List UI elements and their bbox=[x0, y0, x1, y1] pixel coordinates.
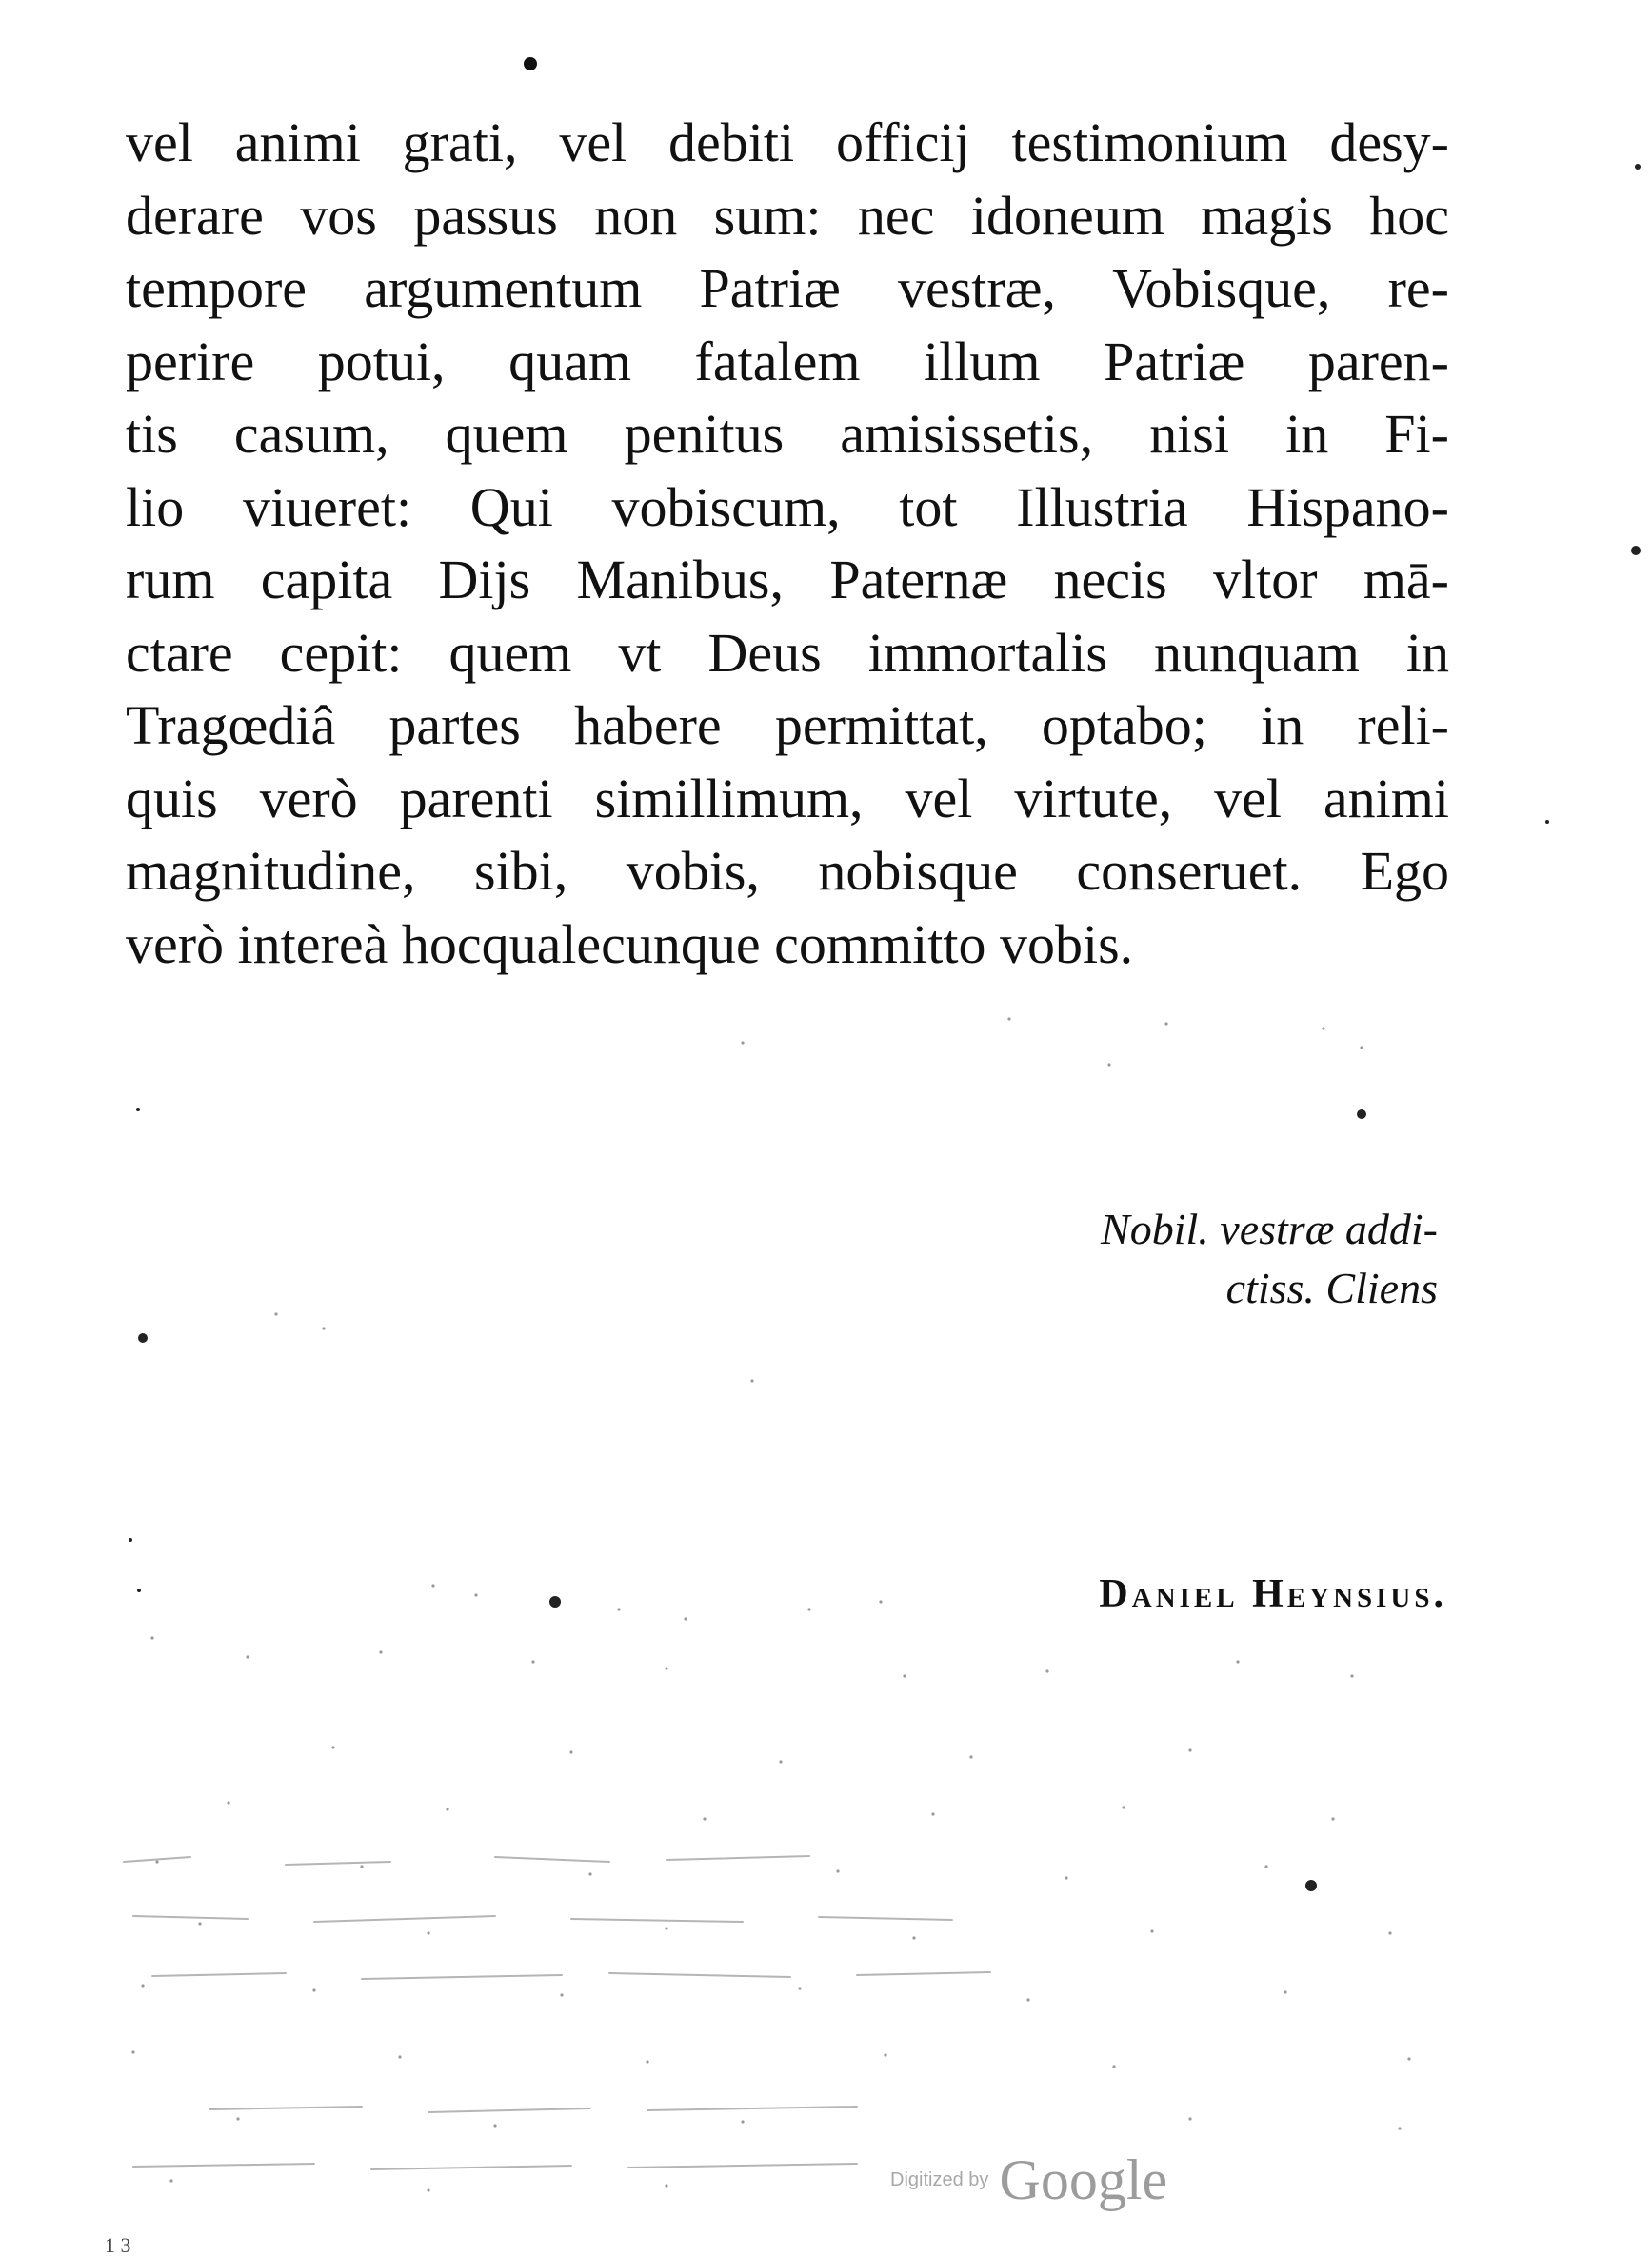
page-signature-mark: 1 3 bbox=[105, 2233, 131, 2257]
body-line: vel animi grati, vel debiti officij testimonium desy- bbox=[126, 111, 1449, 173]
body-line: rum capita Dijs Manibus, Paternæ necis vltor mā- bbox=[126, 549, 1449, 610]
body-line: derare vos passus non sum: nec idoneum magis hoc bbox=[126, 184, 1449, 247]
body-line: tempore argumentum Patriæ vestræ, Vobisque, re- bbox=[126, 257, 1449, 319]
signature-line-1: Nobil. vestræ addi- bbox=[1101, 1205, 1438, 1253]
body-line: Tragœdiâ partes habere permittat, optabo; in reli- bbox=[126, 694, 1449, 756]
body-line: perire potui, quam fatalem illum Patriæ paren- bbox=[126, 330, 1449, 392]
body-line: magnitudine, sibi, vobis, nobisque conseruet. Ego bbox=[126, 840, 1449, 902]
digitization-watermark bbox=[890, 2148, 1167, 2214]
body-line: quis verò parenti simillimum, vel virtute, vel animi bbox=[126, 767, 1449, 829]
body-line: tis casum, quem penitus amisissetis, nisi in Fi- bbox=[126, 403, 1449, 465]
body-line: lio viueret: Qui vobiscum, tot Illustria Hispano- bbox=[126, 475, 1449, 538]
watermark-brand: Google bbox=[999, 2148, 1168, 2211]
body-line-last: verò intereà hocqualecunque committo vobis. bbox=[126, 912, 1134, 975]
watermark-prefix: Digitized by bbox=[890, 2169, 989, 2190]
body-line: ctare cepit: quem vt Deus immortalis nunquam in bbox=[126, 621, 1449, 684]
author-name: Daniel Heynsius. bbox=[1099, 1572, 1447, 1616]
signature-line-2: ctiss. Cliens bbox=[1225, 1264, 1438, 1312]
